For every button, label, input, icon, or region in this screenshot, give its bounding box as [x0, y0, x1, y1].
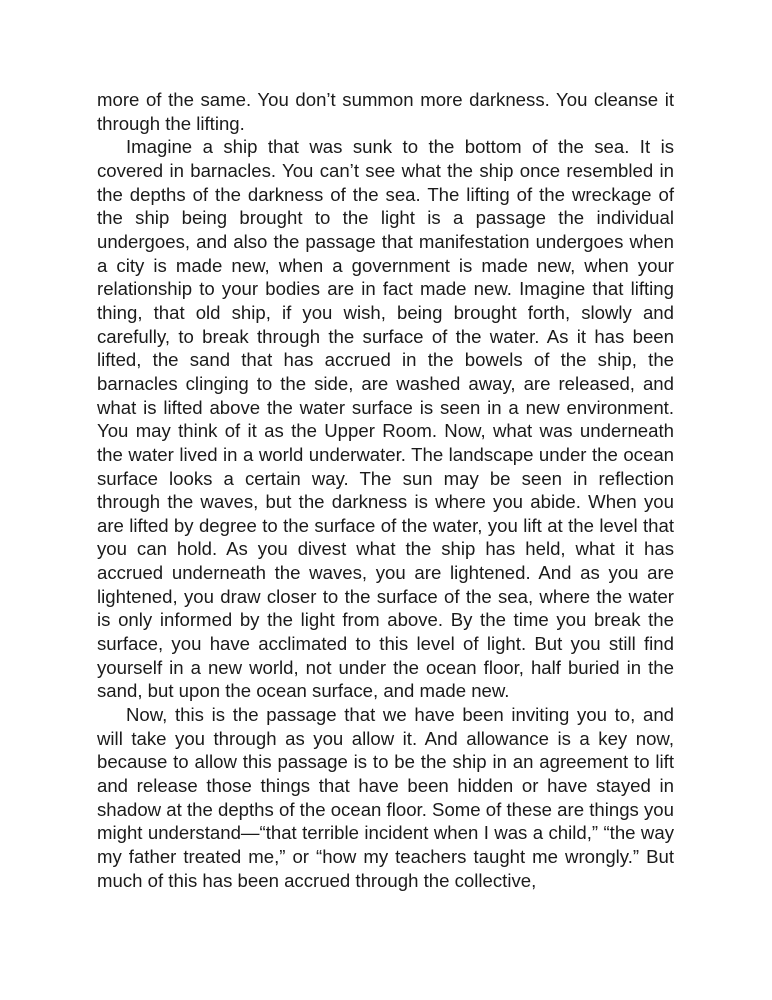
paragraph-1: more of the same. You don’t summon more darkness. You cleanse it through the lifting.: [97, 89, 674, 134]
paragraph-3: Now, this is the passage that we have been inviting you to, and will take you through as you allow it. And allowance is a key now, because to allow this passage is to be the ship in an agreement to lift and release those things that have been hidden or have stayed in shadow at the depths of the ocean floor. Some of these are things you might understand—“that terrible incident when I was a child,” “the way my father treated me,” or “how my teachers taught me wrongly.” But much of this has been accrued through the collective,: [97, 704, 674, 891]
paragraph-2: Imagine a ship that was sunk to the bottom of the sea. It is covered in barnacles. You can’t see what the ship once resembled in the depths of the darkness of the sea. The lifting of the wreckage of the ship being brought to the light is a passage the individual undergoes, and also the passage that manifestation undergoes when a city is made new, when a government is made new, when your relationship to your bodies are in fact made new. Imagine that lifting thing, that old ship, if you wish, being brought forth, slowly and carefully, to break through the surface of the water. As it has been lifted, the sand that has accrued in the bowels of the ship, the barnacles clinging to the side, are washed away, are released, and what is lifted above the water surface is seen in a new environment. You may think of it as the Upper Room. Now, what was underneath the water lived in a world underwater. The landscape under the ocean surface looks a certain way. The sun may be seen in reflection through the waves, but the darkness is where you abide. When you are lifted by degree to the surface of the water, you lift at the level that you can hold. As you divest what the ship has held, what it has accrued underneath the waves, you are lightened. And as you are lightened, you draw closer to the surface of the sea, where the water is only informed by the light from above. By the time you break the surface, you have acclimated to this level of light. But you still find yourself in a new world, not under the ocean floor, half buried in the sand, but upon the ocean surface, and made new.: [97, 136, 674, 702]
document-page: [97, 88, 674, 892]
